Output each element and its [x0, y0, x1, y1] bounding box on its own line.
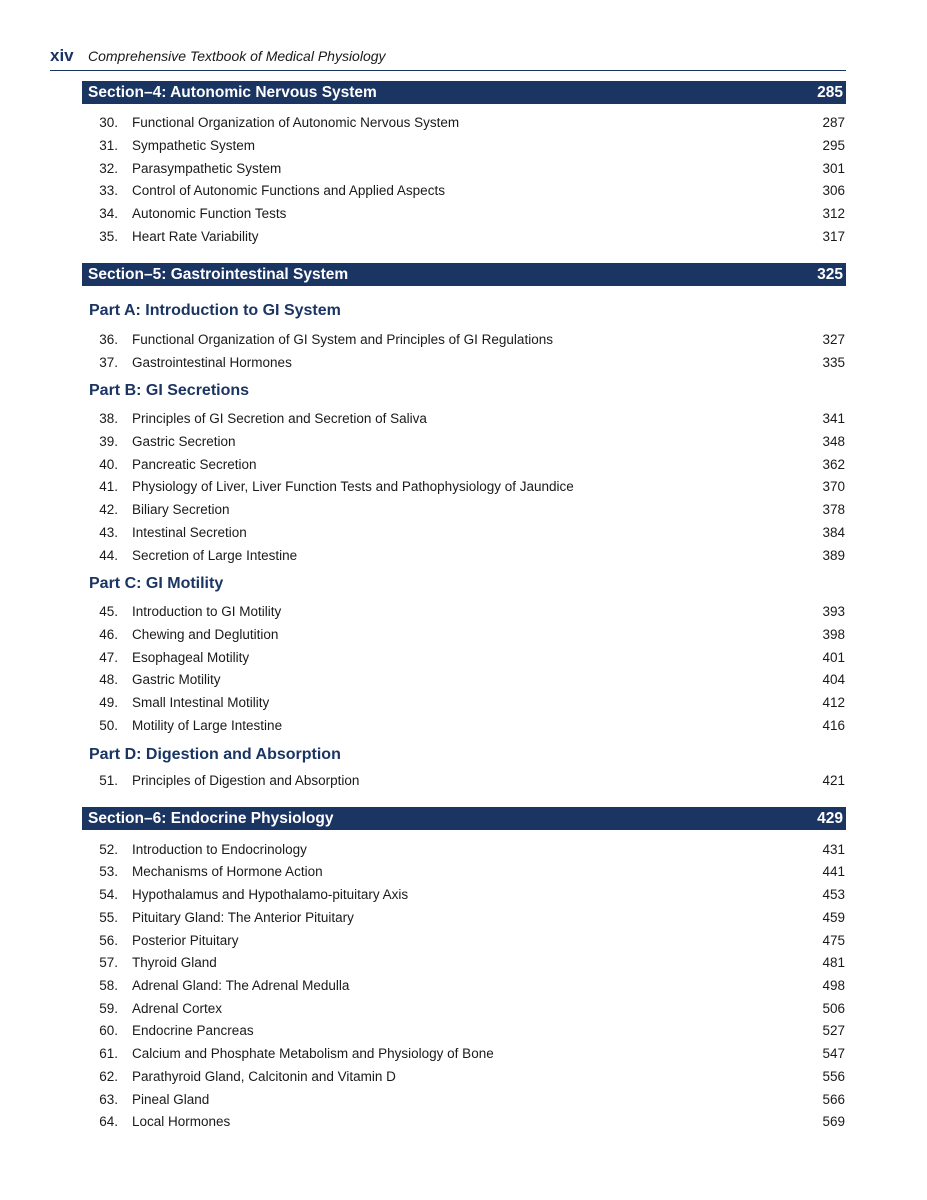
chapter-title: Gastrointestinal Hormones	[132, 355, 292, 370]
chapter-number: 30.	[99, 115, 118, 130]
chapter-page: 453	[822, 887, 845, 902]
chapter-title: Intestinal Secretion	[132, 525, 247, 540]
toc-entry[interactable]	[82, 931, 846, 951]
chapter-number: 56.	[99, 933, 118, 948]
toc-entry[interactable]	[82, 477, 846, 497]
book-title: Comprehensive Textbook of Medical Physiology	[88, 48, 386, 64]
chapter-page: 341	[822, 411, 845, 426]
chapter-number: 53.	[99, 864, 118, 879]
chapter-title: Hypothalamus and Hypothalamo-pituitary Axis	[132, 887, 409, 902]
toc-entry[interactable]	[82, 432, 846, 452]
chapter-number: 41.	[99, 479, 118, 494]
chapter-number: 35.	[99, 229, 118, 244]
chapter-title: Adrenal Gland: The Adrenal Medulla	[132, 978, 350, 993]
toc-entry[interactable]	[82, 113, 846, 133]
chapter-page: 398	[822, 627, 845, 642]
chapter-title: Parathyroid Gland, Calcitonin and Vitamin D	[132, 1069, 396, 1084]
chapter-page: 556	[822, 1069, 845, 1084]
chapter-title: Principles of Digestion and Absorption	[132, 773, 360, 788]
chapter-title: Functional Organization of Autonomic Nervous System	[132, 115, 460, 130]
toc-entry[interactable]	[82, 1112, 846, 1132]
chapter-number: 52.	[99, 842, 118, 857]
chapter-page: 327	[822, 332, 845, 347]
chapter-page: 384	[822, 525, 845, 540]
toc-entry[interactable]	[82, 500, 846, 520]
toc-entry[interactable]	[82, 546, 846, 566]
section-4-heading[interactable]	[82, 81, 846, 104]
chapter-number: 36.	[99, 332, 118, 347]
chapter-number: 51.	[99, 773, 118, 788]
chapter-title: Autonomic Function Tests	[132, 206, 287, 221]
chapter-page: 393	[822, 604, 845, 619]
chapter-title: Mechanisms of Hormone Action	[132, 864, 323, 879]
toc-entry[interactable]	[82, 953, 846, 973]
toc-entry[interactable]	[82, 181, 846, 201]
chapter-page: 498	[822, 978, 845, 993]
chapter-page: 481	[822, 955, 845, 970]
chapter-number: 50.	[99, 718, 118, 733]
toc-entry[interactable]	[82, 693, 846, 713]
chapter-page: 348	[822, 434, 845, 449]
chapter-title: Adrenal Cortex	[132, 1001, 223, 1016]
toc-entry[interactable]	[82, 1090, 846, 1110]
chapter-title: Introduction to GI Motility	[132, 604, 282, 619]
chapter-number: 39.	[99, 434, 118, 449]
toc-entry[interactable]	[82, 409, 846, 429]
section-page: 429	[817, 809, 843, 827]
toc-entry[interactable]	[82, 136, 846, 156]
chapter-title: Pineal Gland	[132, 1092, 210, 1107]
chapter-number: 57.	[99, 955, 118, 970]
chapter-page: 506	[822, 1001, 845, 1016]
toc-entry[interactable]	[82, 602, 846, 622]
toc-entry[interactable]	[82, 862, 846, 882]
chapter-title: Gastric Motility	[132, 672, 221, 687]
chapter-number: 55.	[99, 910, 118, 925]
chapter-title: Thyroid Gland	[132, 955, 217, 970]
chapter-page: 401	[822, 650, 845, 665]
chapter-number: 42.	[99, 502, 118, 517]
chapter-number: 45.	[99, 604, 118, 619]
toc-entry[interactable]	[82, 625, 846, 645]
chapter-page: 404	[822, 672, 845, 687]
chapter-title: Biliary Secretion	[132, 502, 230, 517]
chapter-title: Parasympathetic System	[132, 161, 282, 176]
toc-entry[interactable]	[82, 227, 846, 247]
section-page: 285	[817, 83, 843, 101]
running-header	[50, 45, 846, 71]
chapter-number: 60.	[99, 1023, 118, 1038]
chapter-page: 527	[822, 1023, 845, 1038]
section-page: 325	[817, 265, 843, 283]
part-d-heading: Part D: Digestion and Absorption	[89, 746, 341, 763]
chapter-number: 43.	[99, 525, 118, 540]
chapter-number: 49.	[99, 695, 118, 710]
section-title: Section–6: Endocrine Physiology	[88, 809, 334, 827]
toc-entry[interactable]	[82, 670, 846, 690]
part-c-heading: Part C: GI Motility	[89, 575, 224, 592]
chapter-title: Secretion of Large Intestine	[132, 548, 298, 563]
chapter-page: 301	[822, 161, 845, 176]
chapter-title: Chewing and Deglutition	[132, 627, 279, 642]
section-title: Section–4: Autonomic Nervous System	[88, 83, 377, 101]
chapter-number: 54.	[99, 887, 118, 902]
chapter-page: 441	[822, 864, 845, 879]
chapter-page: 431	[822, 842, 845, 857]
chapter-number: 63.	[99, 1092, 118, 1107]
toc-entry[interactable]	[82, 353, 846, 373]
toc-entry[interactable]	[82, 976, 846, 996]
chapter-number: 34.	[99, 206, 118, 221]
chapter-number: 47.	[99, 650, 118, 665]
chapter-title: Sympathetic System	[132, 138, 256, 153]
chapter-page: 306	[822, 183, 845, 198]
chapter-number: 44.	[99, 548, 118, 563]
chapter-number: 48.	[99, 672, 118, 687]
chapter-title: Functional Organization of GI System and Principles of GI Regulations	[132, 332, 553, 347]
chapter-page: 370	[822, 479, 845, 494]
chapter-page: 566	[822, 1092, 845, 1107]
section-5-heading[interactable]	[82, 263, 846, 286]
toc-entry[interactable]	[82, 1021, 846, 1041]
part-b-heading: Part B: GI Secretions	[89, 382, 250, 399]
chapter-page: 459	[822, 910, 845, 925]
toc-entry[interactable]	[82, 840, 846, 860]
chapter-page: 569	[822, 1114, 845, 1129]
chapter-title: Motility of Large Intestine	[132, 718, 283, 733]
chapter-number: 59.	[99, 1001, 118, 1016]
toc-entry[interactable]	[82, 716, 846, 736]
toc-entry[interactable]	[82, 204, 846, 224]
toc-entry[interactable]	[82, 523, 846, 543]
toc-entry[interactable]	[82, 330, 846, 350]
chapter-page: 389	[822, 548, 845, 563]
chapter-page: 547	[822, 1046, 845, 1061]
section-title: Section–5: Gastrointestinal System	[88, 265, 349, 283]
chapter-number: 38.	[99, 411, 118, 426]
chapter-title: Principles of GI Secretion and Secretion of Saliva	[132, 411, 427, 426]
chapter-page: 378	[822, 502, 845, 517]
toc-entry[interactable]	[82, 771, 846, 791]
chapter-title: Calcium and Phosphate Metabolism and Physiology of Bone	[132, 1046, 494, 1061]
section-6-heading[interactable]	[82, 807, 846, 830]
toc-entry[interactable]	[82, 908, 846, 928]
chapter-number: 31.	[99, 138, 118, 153]
chapter-title: Pituitary Gland: The Anterior Pituitary	[132, 910, 354, 925]
chapter-page: 421	[822, 773, 845, 788]
chapter-title: Local Hormones	[132, 1114, 231, 1129]
toc-entry[interactable]	[82, 885, 846, 905]
page-number: xiv	[50, 46, 74, 65]
chapter-number: 61.	[99, 1046, 118, 1061]
chapter-page: 287	[822, 115, 845, 130]
chapter-page: 317	[822, 229, 845, 244]
chapter-number: 62.	[99, 1069, 118, 1084]
chapter-page: 362	[822, 457, 845, 472]
toc-entry[interactable]	[82, 999, 846, 1019]
chapter-number: 64.	[99, 1114, 118, 1129]
chapter-title: Introduction to Endocrinology	[132, 842, 307, 857]
chapter-number: 37.	[99, 355, 118, 370]
chapter-page: 312	[822, 206, 845, 221]
chapter-title: Control of Autonomic Functions and Applied Aspects	[132, 183, 445, 198]
chapter-page: 412	[822, 695, 845, 710]
toc-entry[interactable]	[82, 159, 846, 179]
chapter-number: 46.	[99, 627, 118, 642]
toc-entry[interactable]	[82, 648, 846, 668]
chapter-number: 33.	[99, 183, 118, 198]
chapter-title: Heart Rate Variability	[132, 229, 259, 244]
chapter-title: Physiology of Liver, Liver Function Tests and Pathophysiology of Jaundice	[132, 479, 574, 494]
chapter-page: 416	[822, 718, 845, 733]
chapter-page: 295	[822, 138, 845, 153]
toc-entry[interactable]	[82, 1067, 846, 1087]
chapter-title: Pancreatic Secretion	[132, 457, 257, 472]
chapter-number: 32.	[99, 161, 118, 176]
toc-entry[interactable]	[82, 1044, 846, 1064]
toc-entry[interactable]	[82, 455, 846, 475]
chapter-title: Posterior Pituitary	[132, 933, 239, 948]
chapter-page: 475	[822, 933, 845, 948]
chapter-number: 40.	[99, 457, 118, 472]
chapter-title: Esophageal Motility	[132, 650, 250, 665]
chapter-number: 58.	[99, 978, 118, 993]
chapter-page: 335	[822, 355, 845, 370]
chapter-title: Endocrine Pancreas	[132, 1023, 254, 1038]
chapter-title: Small Intestinal Motility	[132, 695, 270, 710]
chapter-title: Gastric Secretion	[132, 434, 236, 449]
part-a-heading: Part A: Introduction to GI System	[89, 302, 341, 319]
